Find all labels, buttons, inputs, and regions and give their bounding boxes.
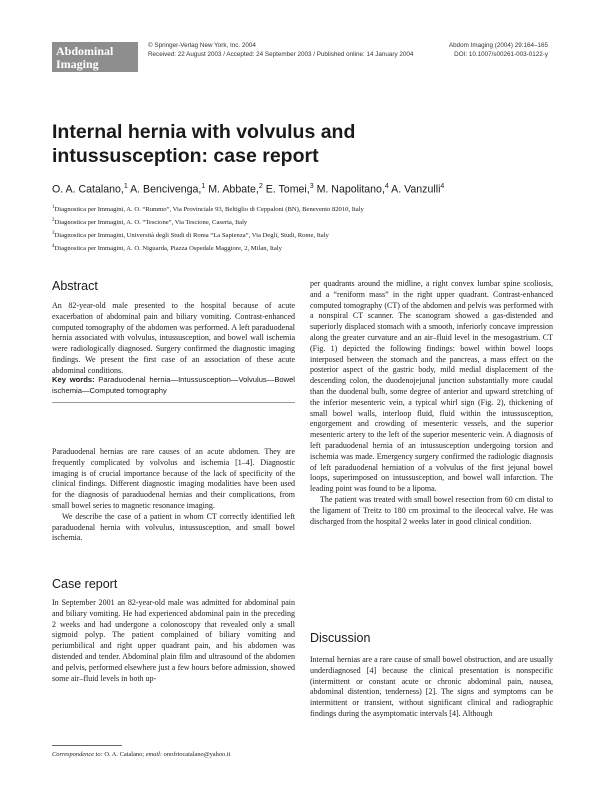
correspondence-label: Correspondence to: bbox=[52, 751, 103, 758]
title-line1: Internal hernia with volvulus and bbox=[52, 121, 356, 143]
case-report-text bbox=[52, 598, 295, 684]
affiliation-marker: 4 bbox=[52, 243, 55, 249]
citation: Abdom Imaging (2004) 29:164–165 bbox=[448, 42, 548, 49]
abstract-divider bbox=[52, 402, 295, 403]
affiliation-marker: 1 bbox=[52, 205, 55, 210]
affiliation bbox=[52, 216, 552, 229]
abstract-paragraph: An 82-year-old male presented to the hospital because of acute exacerbation of abdominal pain and biliary vomiting. Contrast-enhanced computed tomography of the abdomen was performed. A left paraduodenal hernia associated with volvulus, intussusception, and bowel wall ischemia were radiologically diagnosed. Surgery confirmed the diagnostic imaging findings. We present the first case of an association of these acute abdominal conditions. bbox=[52, 301, 295, 375]
author: O. A. Catalano, bbox=[52, 183, 124, 196]
title-line2: intussusception: case report bbox=[52, 145, 319, 167]
author-affiliation-marker: 3 bbox=[309, 183, 314, 190]
case-report-heading: Case report bbox=[52, 577, 118, 591]
journal-name-line1: Abdominal bbox=[56, 44, 114, 58]
author-list bbox=[52, 180, 572, 197]
affiliation-text: Diagnostica per Immagini, A. O. Niguarda, Piazza Ospedale Maggiore, 2, Milan, Italy bbox=[54, 245, 282, 253]
correspondence-footnote bbox=[52, 751, 295, 759]
discussion-text bbox=[310, 655, 553, 720]
keywords-label: Key words: bbox=[52, 375, 95, 384]
doi: DOI: 10.1007/s00261-003-0122-y bbox=[454, 51, 548, 58]
author: A. Vanzulli bbox=[391, 183, 441, 196]
author: M. Napolitano, bbox=[316, 183, 385, 196]
author: A. Bencivenga, bbox=[130, 183, 202, 196]
discussion-heading: Discussion bbox=[310, 631, 371, 645]
author: E. Tomei, bbox=[265, 183, 310, 196]
affiliation bbox=[52, 229, 552, 242]
intro-paragraph-1: Paraduodenal hernias are rare causes of an acute abdomen. They are frequently complicated by volvolus and ischemia [1–4]. Diagnostic imaging is of crucial importance because of the lack of specificity of the clinical findings. Different diagnostic imaging modalities have been used for the diagnosis of paraduodenal hernias and their complications, from small bowel series to magnetic resonance imaging. bbox=[52, 447, 295, 510]
dates: Received: 22 August 2003 / Accepted: 24 September 2003 / Published online: 14 January 2004 bbox=[148, 51, 414, 58]
footnote-divider bbox=[52, 745, 122, 746]
case-report-paragraph-3: The patient was treated with small bowel resection from 60 cm distal to the ligament of Treitz to 180 cm proximal to the ileocecal valve. He was discharged from the hospital 2 weeks later in good clinical condition. bbox=[310, 494, 553, 526]
affiliation-text: Diagnostica per Immagini, A. O. “Rummo”, Via Provinciale 93, Beltiglio di Ceppaloni (BN), Benevento 82010, Italy bbox=[54, 206, 364, 214]
author-affiliation-marker: 1 bbox=[123, 183, 128, 190]
author-affiliation-marker: 4 bbox=[440, 183, 445, 190]
case-report-paragraph-2: per quadrants around the midline, a right convex lumbar spine scoliosis, and a “reniform mass” in the right upper quadrant. Contrast-enhanced computed tomography (CT) of the abdomen and pelvis was performed with a nonspiral CT scanner. The scanogram showed a gas-distended and superiorly displaced stomach with a smooth, inferiorly concave impression along the greater curvature and an air–fluid level in the mesogastrium. CT (Fig. 1) depicted the following findings: bowel within bowel loops interposed between the stomach and the pancreas, a mass effect on the posterior aspect of the gastric body, mild medial displacement of the descending colon, the duodenojejunal junction substantially more caudal than the duodenal bulb, some degree of anterior and upward stretching of the inferior mesenteric vein, a typical whirl sign (Fig. 2), thickening of small bowel walls, interloop fluid, fluid within the intussusception, engorgement and crowding of mesenteric vessels, and the superior mesenteric artery to the left of the superior mesenteric vein. A diagnosis of left paraduodenal hernia of an intussusception undergoing torsion and ischemia was made. Emergency surgery confirmed the radiologic diagnosis of left paraduodenal herniation of a volvulus of the first jejunal bowel loops, superimposed on intussusception, and bowel wall infarction. The leading point was found to be a lipoma. bbox=[310, 279, 553, 494]
author-affiliation-marker: 4 bbox=[384, 183, 389, 190]
author-affiliation-marker: 1 bbox=[201, 183, 206, 190]
author: M. Abbate, bbox=[208, 183, 259, 196]
journal-name-line2: Imaging bbox=[56, 57, 99, 71]
keywords-text: Paraduodenal hernia—Intussusception—Volvulus—Bowel ischemia—Computed tomography bbox=[52, 375, 295, 395]
email-label: email: bbox=[145, 751, 163, 758]
page-title bbox=[52, 120, 552, 168]
case-report-paragraph-1: In September 2001 an 82-year-old male was admitted for abdominal pain and biliary vomiting. He had experienced abdominal pain in the preceding 2 weeks and had undergone a colonoscopy that revealed only a small sigmoid polyp. The patient complained of biliary vomiting and periumbilical and right upper quadrant pain, and his abdomen was distended and tender. Abdominal plain film and ultrasound of the abdomen and pelvis, performed elsewhere just a few hours before admission, showed some air–fluid levels in both up- bbox=[52, 598, 295, 683]
abstract-text bbox=[52, 301, 295, 377]
case-report-continued bbox=[310, 279, 553, 527]
author-affiliation-marker: 2 bbox=[258, 183, 263, 190]
affiliation-text: Diagnostica per Immagini, A. O. “Tescione”, Via Tescione, Caserta, Italy bbox=[54, 219, 248, 227]
intro-section bbox=[52, 447, 295, 544]
affiliations bbox=[52, 203, 552, 255]
affiliation-text: Diagnostica per Immagini, Università degli Studi di Roma “La Sapienza”, Via Degli, Studi, Rome, Italy bbox=[54, 232, 329, 240]
affiliation bbox=[52, 203, 552, 216]
correspondence-email: onofriocatalano@yahoo.it bbox=[163, 751, 231, 758]
correspondence-name: O. A. Catalano; bbox=[104, 751, 145, 758]
abstract-heading: Abstract bbox=[52, 279, 98, 293]
affiliation bbox=[52, 242, 552, 255]
intro-paragraph-2: We describe the case of a patient in whom CT correctly identified left paraduodenal hernia with volvulus, intussusception, and small bowel ischemia. bbox=[52, 511, 295, 543]
discussion-paragraph-1: Internal hernias are a rare cause of small bowel obstruction, and are usually underdiagnosed [4] because the clinical presentation is nonspecific (intermittent or constant acute or chronic abdominal pain, nausea, abdominal distention, tenderness) [2]. The signs and symptoms can be intermittent or transient, without significant clinical and radiographic findings during the asymptomatic intervals [4]. Although bbox=[310, 655, 553, 718]
copyright: © Springer-Verlag New York, Inc. 2004 bbox=[148, 42, 256, 49]
keywords bbox=[52, 375, 295, 397]
affiliation-marker: 2 bbox=[52, 217, 55, 223]
affiliation-marker: 3 bbox=[52, 230, 55, 236]
journal-logo bbox=[52, 42, 138, 72]
